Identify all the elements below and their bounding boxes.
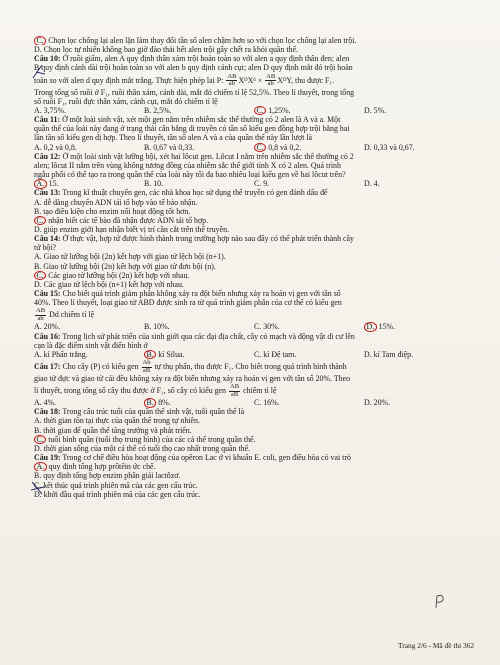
option-c-prev: C. Chọn lọc chống lại alen lặn làm thay đổi tần số alen chậm hơn so với chọn lọc chống lại alen trội. [34, 36, 474, 45]
q15-options [34, 322, 474, 331]
option-c: C. kỉ Đệ tam. [254, 349, 297, 359]
option-d-prev: D. Chọn lọc tự nhiên không bao giờ đào thải hết alen trội gây chết ra khỏi quần thể. [34, 45, 298, 55]
option-c: C. 1,25%. [254, 106, 364, 115]
pen-mark-right-bottom [432, 592, 448, 612]
q17-options [34, 398, 474, 407]
option-c: C. Các giao tử lưỡng bội (2n) kết hợp với nhau. [34, 271, 474, 280]
question-14: Câu 14: Ở thực vật, hợp tử được hình thành trong trường hợp nào sau đây có thể phát triển thành cây [34, 234, 354, 244]
q11-options [34, 143, 474, 152]
option-a: A. 0,2 và 0,8. [34, 142, 77, 152]
q10-options [34, 106, 474, 115]
answer-circle: A. [34, 179, 47, 189]
question-11: Câu 11: Ở một loài sinh vật, xét một gen nằm trên nhiễm sắc thể thường có 2 alen là A và a. Một [34, 115, 341, 125]
option-c: C. 30%. [254, 322, 280, 332]
question-19: Câu 19: Trong cơ chế điều hòa hoạt động của opêron Lac ở vi khuẩn E. coli, gen điều hòa có vai trò [34, 453, 351, 463]
exam-content: C. Chọn lọc chống lại alen lặn làm thay đổi tần số alen chậm hơn so với chọn lọc chống lại alen trội. D. Chọn lọc tự nhiên không bao giờ đào thải hết alen trội gây chết ra khỏi quần thể. Câu 10: Ở ruồi giấm, alen A quy định thân xám trội hoàn toàn so với alen a quy định thân đen; alen B quy định cánh dài trội hoàn toàn so với alen b quy định cánh cụt; alen D quy định mắt đỏ trội hoàn toàn so với alen d quy định mắt trắng. Thực hiện phép lai P: $\frac{AB}{ab}$ XᴰXᵈ × $\frac{AB}{ab}$ XᴰY, thu được F₁. Trong tổng số ruồi ở F₁, ruồi thân xám, cánh dài, mắt đỏ chiếm tỉ lệ 52,5%. Theo lí thuyết, trong tổng số ruồi F₁, ruồi đực thân xám, cánh cụt, mắt đỏ chiếm tỉ lệ A. 3,75%. B. 2,5%. C. 1,25%. D. 5%. Câu 11: Ở một loài sinh vật, xét một gen nằm trên nhiễm sắc thể thường có 2 alen là A và a. Một quần thể của loài này đang ở trạng thái cân bằng di truyền có tần số kiểu gen đồng hợp trội bằng hai lần tần số kiểu gen dị hợp. Theo lí thuyết, tần số alen A và a của quần thể này lần lượt là A. 0,2 và 0,8. B. 0,67 và 0,33. C. 0,8 và 0,2. D. 0,33 và 0,67. Câu 12: Ở một loài sinh vật lưỡng bội, xét hai lôcut gen. Lôcut I nằm trên nhiễm sắc thể thường có 2 alen; lôcut II nằm trên vùng không tương đồng của nhiễm sắc thể giới tính X có 2 alen. Quá trình ngẫu phối có thể tạo ra trong quần thể của loài này tối đa bao nhiêu loại kiểu gen về hai lôcut trên? A. 15. B. 10. C. 9. D. 4. Câu 13: Trong kĩ thuật chuyển gen, các nhà khoa học sử dụng thể truyền có gen đánh dấu để A. dễ dàng chuyển ADN tái tổ hợp vào tế bào nhận. B. tạo điều kiện cho enzim nối hoạt động tốt hơn. C. nhận biết các tế bào đã nhận được ADN tái tổ hợp. D. giúp enzim giới hạn nhận biết vị trí cần cắt trên thể truyền. Câu 14: Ở thực vật, hợp tử được hình thành trong trường hợp nào sau đây có thể phát triển thành cây tứ bội? A. Giao tử lưỡng bội (2n) kết hợp với giao tử lệch bội (n+1). B. Giao tử lưỡng bội (2n) kết hợp với giao tử đơn bội (n). C. Các giao tử lưỡng bội (2n) kết hợp với nhau. D. Các giao tử lệch bội (n+1) kết hợp với nhau. Câu 15: Cho biết quá trình giảm phân không xảy ra đột biến nhưng xảy ra hoán vị gen với tần số 40%. Theo lí thuyết, loại giao tử ABD được sinh ra từ quá trình giảm phân của cơ thể có kiểu gen $\frac{AB}{ab}$ Dd chiếm tỉ lệ A. 20%. B. 10%. C. 30%. D. 15%. Câu 16: Trong lịch sử phát triển của sinh giới qua các đại địa chất, cây có mạch và động vật di cư lên cạn là đặc điểm sinh vật điển hình ở A. kỉ Phấn trắng. B. kỉ Silua. C. kỉ Đệ tam. D. kỉ Tam điệp. Câu 17: Cho cây (P) có kiểu gen $\frac{Ab}{aB}$ tự thụ phấn, thu được F₁. Cho biết trong quá trình hình thành giao tử đực và giao tử cái đều không xảy ra đột biến nhưng xảy ra hoán vị gen với tần số 20%. Theo lí thuyết, trong tổng số cây thu được ở F₁, số cây có kiểu gen $\frac{AB}{aB}$ chiếm tỉ lệ A. 4%. B. 8%. C. 16%. D. 20%. Câu 18: Trong cấu trúc tuổi của quần thể sinh vật, tuổi quần thể là A. thời gian tồn tại thực của quần thể trong tự nhiên. B. thời gian để quần thể tăng trưởng và phát triển. C. tuổi bình quân (tuổi thọ trung bình) của các cá thể trong quần thể. D. thời gian sống của một cá thể có tuổi thọ cao nhất trong quần thể. Câu 19: Trong cơ chế điều hòa hoạt động của opêron Lac ở vi khuẩn E. coli, gen điều hòa có vai trò A. quy định tổng hợp prôtêin ức chế. B. quy định tổng hợp enzim phân giải lactôzơ. C. kết thúc quá trình phiên mã của các gen cấu trúc. D. khởi đầu quá trình phiên mã của các gen cấu trúc. [34, 36, 474, 499]
question-13: Câu 13: Trong kĩ thuật chuyển gen, các nhà khoa học sử dụng thể truyền có gen đánh dấu để [34, 188, 328, 198]
option-c: C. nhận biết các tế bào đã nhận được ADN tái tổ hợp. [34, 216, 474, 225]
fraction: $\frac{AB}{ab}$ [227, 72, 237, 88]
option-a: A. dễ dàng chuyển ADN tái tổ hợp vào tế bào nhận. [34, 197, 198, 207]
option-a: A. 4%. [34, 398, 57, 408]
option-c: C. kết thúc quá trình phiên mã của các gen cấu trúc. [34, 480, 198, 490]
answer-circle: C. [254, 106, 266, 116]
answer-circle: C. [34, 271, 46, 280]
option-b: B. 8%. [144, 398, 254, 407]
option-c: C. 0,8 và 0,2. [254, 143, 364, 152]
option-c: C. 9. [254, 179, 270, 189]
q16-options [34, 350, 474, 359]
option-a: A. thời gian tồn tại thực của quần thể trong tự nhiên. [34, 416, 200, 426]
answer-circle: C. [34, 36, 46, 45]
option-a: A. 3,75%. [34, 105, 66, 115]
option-d: D. 20%. [364, 398, 391, 408]
answer-circle: B. [144, 398, 156, 408]
question-10: Câu 10: Ở ruồi giấm, alen A quy định thân xám trội hoàn toàn so với alen a quy định thân đen; alen [34, 54, 350, 64]
option-d: D. 5%. [364, 105, 387, 115]
page-footer: Trang 2/6 - Mã đề thi 362 [398, 641, 475, 650]
answer-circle: D. [364, 322, 377, 332]
option-d: D. 0,33 và 0,67. [364, 142, 415, 152]
option-a: A. kỉ Phấn trắng. [34, 349, 88, 359]
option-a: A. quy định tổng hợp prôtêin ức chế. [34, 462, 474, 471]
fraction: $\frac{AB}{ab}$ [266, 72, 276, 88]
option-a: A. 15. [34, 179, 144, 188]
option-b: B. 2,5%. [144, 105, 172, 115]
option-c: C. tuổi bình quân (tuổi thọ trung bình) của các cá thể trong quần thể. [34, 435, 474, 444]
option-a: A. 20%. [34, 322, 61, 332]
answer-circle: C. [34, 435, 46, 444]
answer-circle: C. [254, 143, 266, 153]
option-a: A. Giao tử lưỡng bội (2n) kết hợp với giao tử lệch bội (n+1). [34, 252, 226, 262]
option-d: D. khởi đầu quá trình phiên mã của các gen cấu trúc. [34, 489, 201, 499]
answer-circle: B. [144, 350, 156, 360]
option-b: B. 10. [144, 179, 164, 189]
question-15: Câu 15: Cho biết quá trình giảm phân không xảy ra đột biến nhưng xảy ra hoán vị gen với tần số [34, 289, 341, 299]
option-d: D. Các giao tử lệch bội (n+1) kết hợp với nhau. [34, 279, 184, 289]
option-c: C. 16%. [254, 398, 280, 408]
question-16: Câu 16: Trong lịch sử phát triển của sinh giới qua các đại địa chất, cây có mạch và động vật di cư lên [34, 331, 355, 341]
fraction: $\frac{Ab}{aB}$ [142, 359, 151, 374]
option-b: B. quy định tổng hợp enzim phân giải lactôzơ. [34, 471, 181, 481]
option-d: D. thời gian sống của một cá thể có tuổi thọ cao nhất trong quần thể. [34, 443, 251, 453]
option-d: D. 4. [364, 179, 380, 189]
option-b: B. 0,67 và 0,33. [144, 142, 195, 152]
question-18: Câu 18: Trong cấu trúc tuổi của quần thể sinh vật, tuổi quần thể là [34, 407, 245, 417]
option-d: D. 15%. [364, 322, 474, 331]
question-17: Câu 17: Cho cây (P) có kiểu gen $\frac{Ab}{aB}$ tự thụ phấn, thu được F₁. Cho biết trong quá trình hình thành [34, 359, 347, 374]
question-12: Câu 12: Ở một loài sinh vật lưỡng bội, xét hai lôcut gen. Lôcut I nằm trên nhiễm sắc thể thường có 2 [34, 151, 354, 161]
option-b: B. kỉ Silua. [144, 350, 254, 359]
option-b: B. 10%. [144, 322, 170, 332]
fraction: $\frac{AB}{ab}$ [36, 307, 46, 323]
option-b: B. thời gian để quần thể tăng trưởng và phát triển. [34, 425, 192, 435]
option-d: D. giúp enzim giới hạn nhận biết vị trí cần cắt trên thể truyền. [34, 224, 230, 234]
q12-options [34, 179, 474, 188]
answer-circle: C. [34, 216, 46, 225]
fraction: $\frac{AB}{aB}$ [230, 383, 240, 398]
option-b: B. tạo điều kiện cho enzim nối hoạt động tốt hơn. [34, 206, 191, 216]
option-d: D. kỉ Tam điệp. [364, 349, 414, 359]
option-b: B. Giao tử lưỡng bội (2n) kết hợp với giao tử đơn bội (n). [34, 261, 216, 271]
answer-circle: A. [34, 462, 47, 471]
